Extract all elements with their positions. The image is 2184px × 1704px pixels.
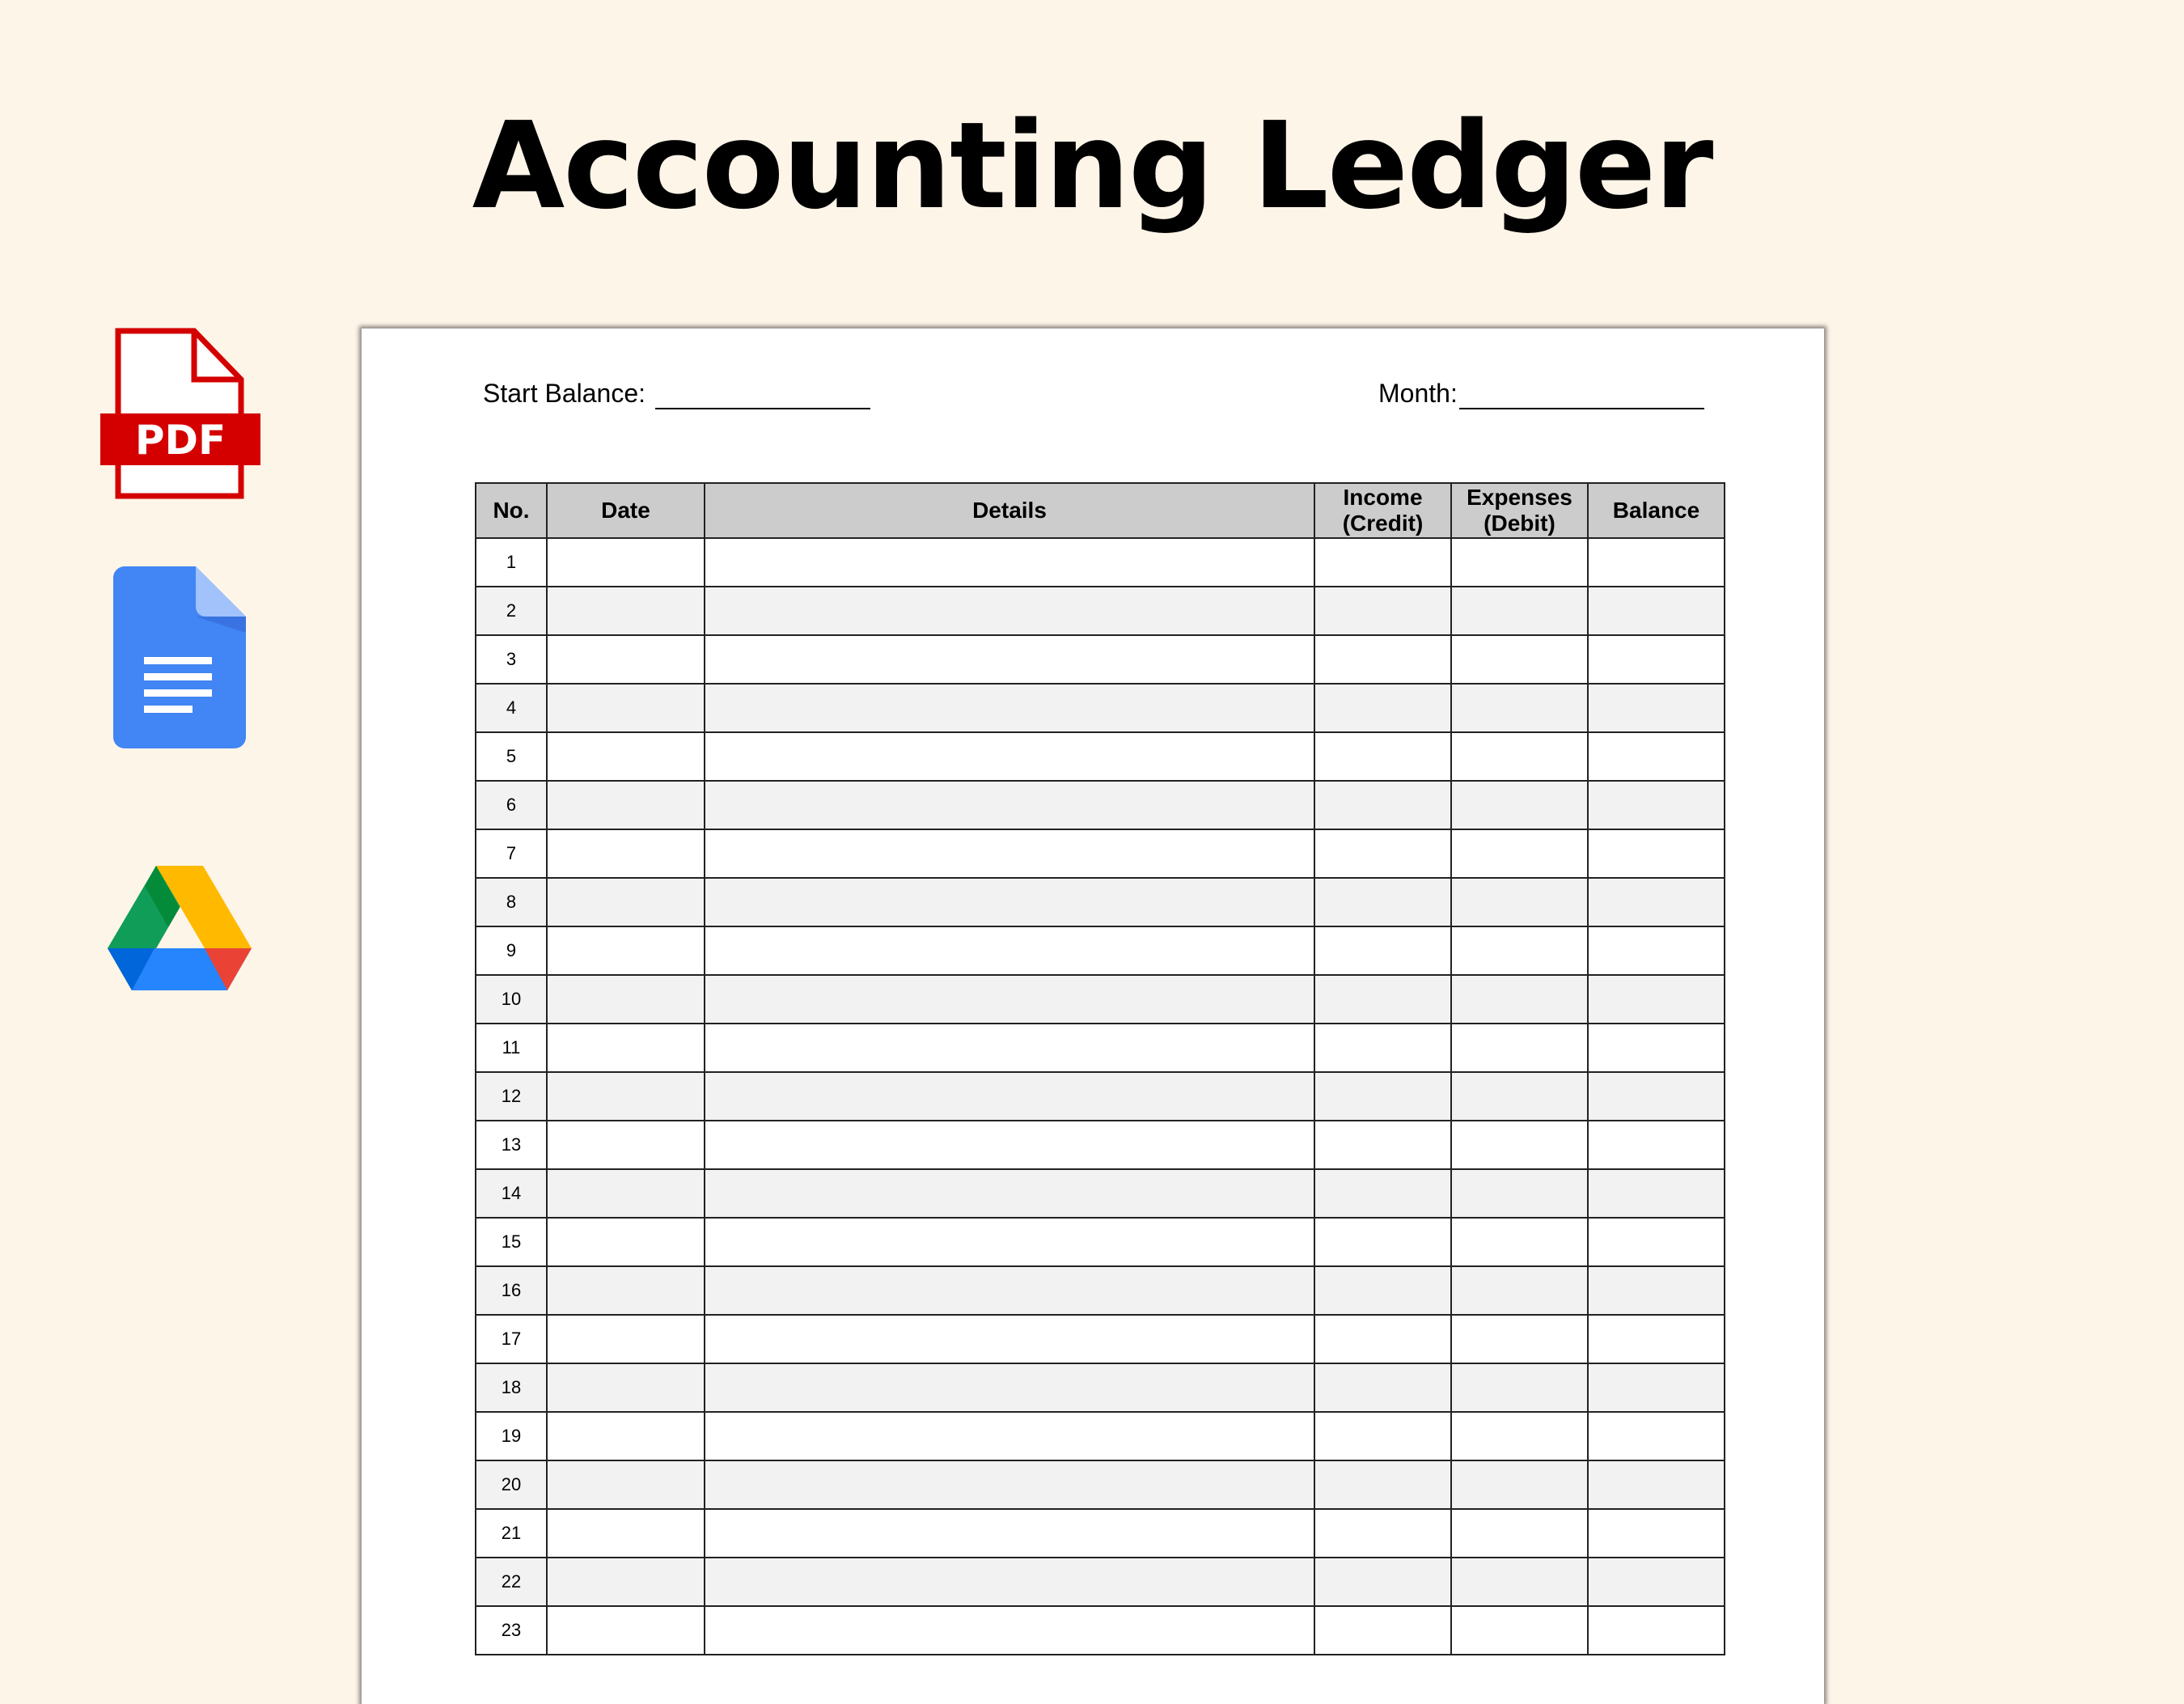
expenses-cell[interactable] — [1451, 1412, 1588, 1460]
table-row — [476, 1509, 1725, 1558]
expenses-cell[interactable] — [1451, 1606, 1588, 1655]
expenses-cell[interactable] — [1451, 1218, 1588, 1266]
date-cell[interactable] — [547, 538, 705, 587]
date-cell[interactable] — [547, 975, 705, 1024]
balance-cell[interactable] — [1588, 878, 1725, 926]
income-cell[interactable] — [1314, 732, 1451, 781]
table-row — [476, 1315, 1725, 1363]
row-number: 1 — [476, 538, 547, 587]
row-number: 14 — [476, 1169, 547, 1218]
expenses-cell[interactable] — [1451, 1024, 1588, 1072]
ledger-table — [475, 482, 1725, 1655]
header-balance: Balance — [1588, 483, 1725, 538]
table-row — [476, 635, 1725, 684]
details-cell[interactable] — [705, 829, 1314, 878]
details-cell[interactable] — [705, 1218, 1314, 1266]
expenses-cell[interactable] — [1451, 1558, 1588, 1606]
balance-cell[interactable] — [1588, 1121, 1725, 1169]
details-cell[interactable] — [705, 1606, 1314, 1655]
balance-cell[interactable] — [1588, 538, 1725, 587]
expenses-cell[interactable] — [1451, 878, 1588, 926]
details-cell[interactable] — [705, 1266, 1314, 1315]
header-details: Details — [705, 483, 1314, 538]
table-row — [476, 1606, 1725, 1655]
details-cell[interactable] — [705, 732, 1314, 781]
date-cell[interactable] — [547, 1072, 705, 1121]
row-number: 7 — [476, 829, 547, 878]
details-cell[interactable] — [705, 1169, 1314, 1218]
table-row — [476, 1121, 1725, 1169]
row-number: 5 — [476, 732, 547, 781]
table-row — [476, 538, 1725, 587]
balance-cell[interactable] — [1588, 1363, 1725, 1412]
row-number: 6 — [476, 781, 547, 829]
ledger-sheet — [362, 329, 1824, 1704]
date-cell[interactable] — [547, 829, 705, 878]
details-cell[interactable] — [705, 538, 1314, 587]
expenses-cell[interactable] — [1451, 1363, 1588, 1412]
header-income-line2: (Credit) — [1342, 511, 1424, 536]
expenses-cell[interactable] — [1451, 1460, 1588, 1509]
income-cell[interactable] — [1314, 1315, 1451, 1363]
date-cell[interactable] — [547, 1169, 705, 1218]
expenses-cell[interactable] — [1451, 1121, 1588, 1169]
page-title: Accounting Ledger — [472, 96, 1712, 235]
expenses-cell[interactable] — [1451, 1169, 1588, 1218]
date-cell[interactable] — [547, 926, 705, 975]
details-cell[interactable] — [705, 1412, 1314, 1460]
date-cell[interactable] — [547, 878, 705, 926]
date-cell[interactable] — [547, 1315, 705, 1363]
row-number: 20 — [476, 1460, 547, 1509]
income-cell[interactable] — [1314, 781, 1451, 829]
income-cell[interactable] — [1314, 1412, 1451, 1460]
row-number: 3 — [476, 635, 547, 684]
row-number: 22 — [476, 1558, 547, 1606]
date-cell[interactable] — [547, 1509, 705, 1558]
header-expenses — [1451, 483, 1588, 538]
expenses-cell[interactable] — [1451, 635, 1588, 684]
income-cell[interactable] — [1314, 975, 1451, 1024]
header-no: No. — [476, 483, 547, 538]
expenses-cell[interactable] — [1451, 1266, 1588, 1315]
date-cell[interactable] — [547, 1606, 705, 1655]
details-cell[interactable] — [705, 1024, 1314, 1072]
income-cell[interactable] — [1314, 1509, 1451, 1558]
balance-cell[interactable] — [1588, 732, 1725, 781]
details-cell[interactable] — [705, 1315, 1314, 1363]
date-cell[interactable] — [547, 684, 705, 732]
row-number: 13 — [476, 1121, 547, 1169]
ledger-body — [476, 538, 1725, 1655]
table-row — [476, 1072, 1725, 1121]
row-number: 8 — [476, 878, 547, 926]
table-row — [476, 732, 1725, 781]
income-cell[interactable] — [1314, 684, 1451, 732]
expenses-cell[interactable] — [1451, 538, 1588, 587]
balance-cell[interactable] — [1588, 829, 1725, 878]
google-docs-icon[interactable] — [113, 566, 246, 748]
row-number: 17 — [476, 1315, 547, 1363]
row-number: 12 — [476, 1072, 547, 1121]
details-cell[interactable] — [705, 684, 1314, 732]
expenses-cell[interactable] — [1451, 587, 1588, 635]
details-cell[interactable] — [705, 1509, 1314, 1558]
month-field — [1378, 377, 1704, 409]
table-row — [476, 1558, 1725, 1606]
income-cell[interactable] — [1314, 829, 1451, 878]
details-cell[interactable] — [705, 1072, 1314, 1121]
details-cell[interactable] — [705, 635, 1314, 684]
row-number: 23 — [476, 1606, 547, 1655]
details-cell[interactable] — [705, 1363, 1314, 1412]
income-cell[interactable] — [1314, 1363, 1451, 1412]
month-label: Month: — [1378, 379, 1458, 408]
date-cell[interactable] — [547, 1266, 705, 1315]
income-cell[interactable] — [1314, 1460, 1451, 1509]
start-balance-field — [483, 377, 870, 409]
start-balance-label: Start Balance: — [483, 379, 645, 408]
table-row — [476, 975, 1725, 1024]
details-cell[interactable] — [705, 1121, 1314, 1169]
row-number: 9 — [476, 926, 547, 975]
balance-cell[interactable] — [1588, 1315, 1725, 1363]
details-cell[interactable] — [705, 975, 1314, 1024]
details-cell[interactable] — [705, 587, 1314, 635]
details-cell[interactable] — [705, 1558, 1314, 1606]
balance-cell[interactable] — [1588, 926, 1725, 975]
balance-cell[interactable] — [1588, 1558, 1725, 1606]
income-cell[interactable] — [1314, 1606, 1451, 1655]
balance-cell[interactable] — [1588, 1460, 1725, 1509]
income-cell[interactable] — [1314, 1121, 1451, 1169]
balance-cell[interactable] — [1588, 1509, 1725, 1558]
header-income-line1: Income — [1343, 485, 1423, 510]
table-row — [476, 1266, 1725, 1315]
row-number: 16 — [476, 1266, 547, 1315]
balance-cell[interactable] — [1588, 635, 1725, 684]
expenses-cell[interactable] — [1451, 975, 1588, 1024]
expenses-cell[interactable] — [1451, 781, 1588, 829]
pdf-icon-label: PDF — [134, 417, 226, 464]
date-cell[interactable] — [547, 587, 705, 635]
date-cell[interactable] — [547, 1218, 705, 1266]
expenses-cell[interactable] — [1451, 926, 1588, 975]
income-cell[interactable] — [1314, 1169, 1451, 1218]
date-cell[interactable] — [547, 1363, 705, 1412]
table-row — [476, 1218, 1725, 1266]
row-number: 10 — [476, 975, 547, 1024]
row-number: 18 — [476, 1363, 547, 1412]
table-row — [476, 1169, 1725, 1218]
income-cell[interactable] — [1314, 587, 1451, 635]
details-cell[interactable] — [705, 1460, 1314, 1509]
income-cell[interactable] — [1314, 1072, 1451, 1121]
balance-cell[interactable] — [1588, 1266, 1725, 1315]
expenses-cell[interactable] — [1451, 1509, 1588, 1558]
date-cell[interactable] — [547, 1412, 705, 1460]
start-balance-blank[interactable] — [655, 380, 870, 409]
income-cell[interactable] — [1314, 635, 1451, 684]
table-row — [476, 587, 1725, 635]
header-income — [1314, 483, 1451, 538]
date-cell[interactable] — [547, 1121, 705, 1169]
income-cell[interactable] — [1314, 1266, 1451, 1315]
table-row — [476, 1024, 1725, 1072]
details-cell[interactable] — [705, 926, 1314, 975]
balance-cell[interactable] — [1588, 781, 1725, 829]
balance-cell[interactable] — [1588, 684, 1725, 732]
date-cell[interactable] — [547, 732, 705, 781]
expenses-cell[interactable] — [1451, 1072, 1588, 1121]
header-expenses-line2: (Debit) — [1484, 511, 1555, 536]
income-cell[interactable] — [1314, 1218, 1451, 1266]
expenses-cell[interactable] — [1451, 732, 1588, 781]
income-cell[interactable] — [1314, 1024, 1451, 1072]
date-cell[interactable] — [547, 1460, 705, 1509]
details-cell[interactable] — [705, 781, 1314, 829]
header-date: Date — [547, 483, 705, 538]
balance-cell[interactable] — [1588, 975, 1725, 1024]
expenses-cell[interactable] — [1451, 684, 1588, 732]
date-cell[interactable] — [547, 1024, 705, 1072]
table-row — [476, 1363, 1725, 1412]
date-cell[interactable] — [547, 635, 705, 684]
pdf-icon[interactable] — [99, 328, 262, 499]
expenses-cell[interactable] — [1451, 1315, 1588, 1363]
balance-cell[interactable] — [1588, 1412, 1725, 1460]
table-row — [476, 1412, 1725, 1460]
balance-cell[interactable] — [1588, 587, 1725, 635]
table-header-row — [476, 483, 1725, 538]
date-cell[interactable] — [547, 781, 705, 829]
google-drive-icon[interactable] — [108, 866, 252, 995]
income-cell[interactable] — [1314, 878, 1451, 926]
balance-cell[interactable] — [1588, 1169, 1725, 1218]
month-blank[interactable] — [1459, 380, 1704, 409]
income-cell[interactable] — [1314, 926, 1451, 975]
table-row — [476, 781, 1725, 829]
balance-cell[interactable] — [1588, 1606, 1725, 1655]
table-row — [476, 878, 1725, 926]
details-cell[interactable] — [705, 878, 1314, 926]
header-expenses-line1: Expenses — [1467, 485, 1572, 510]
date-cell[interactable] — [547, 1558, 705, 1606]
row-number: 15 — [476, 1218, 547, 1266]
balance-cell[interactable] — [1588, 1024, 1725, 1072]
row-number: 2 — [476, 587, 547, 635]
table-row — [476, 829, 1725, 878]
row-number: 21 — [476, 1509, 547, 1558]
balance-cell[interactable] — [1588, 1218, 1725, 1266]
table-row — [476, 926, 1725, 975]
income-cell[interactable] — [1314, 538, 1451, 587]
table-row — [476, 1460, 1725, 1509]
row-number: 4 — [476, 684, 547, 732]
row-number: 11 — [476, 1024, 547, 1072]
row-number: 19 — [476, 1412, 547, 1460]
balance-cell[interactable] — [1588, 1072, 1725, 1121]
table-row — [476, 684, 1725, 732]
expenses-cell[interactable] — [1451, 829, 1588, 878]
income-cell[interactable] — [1314, 1558, 1451, 1606]
